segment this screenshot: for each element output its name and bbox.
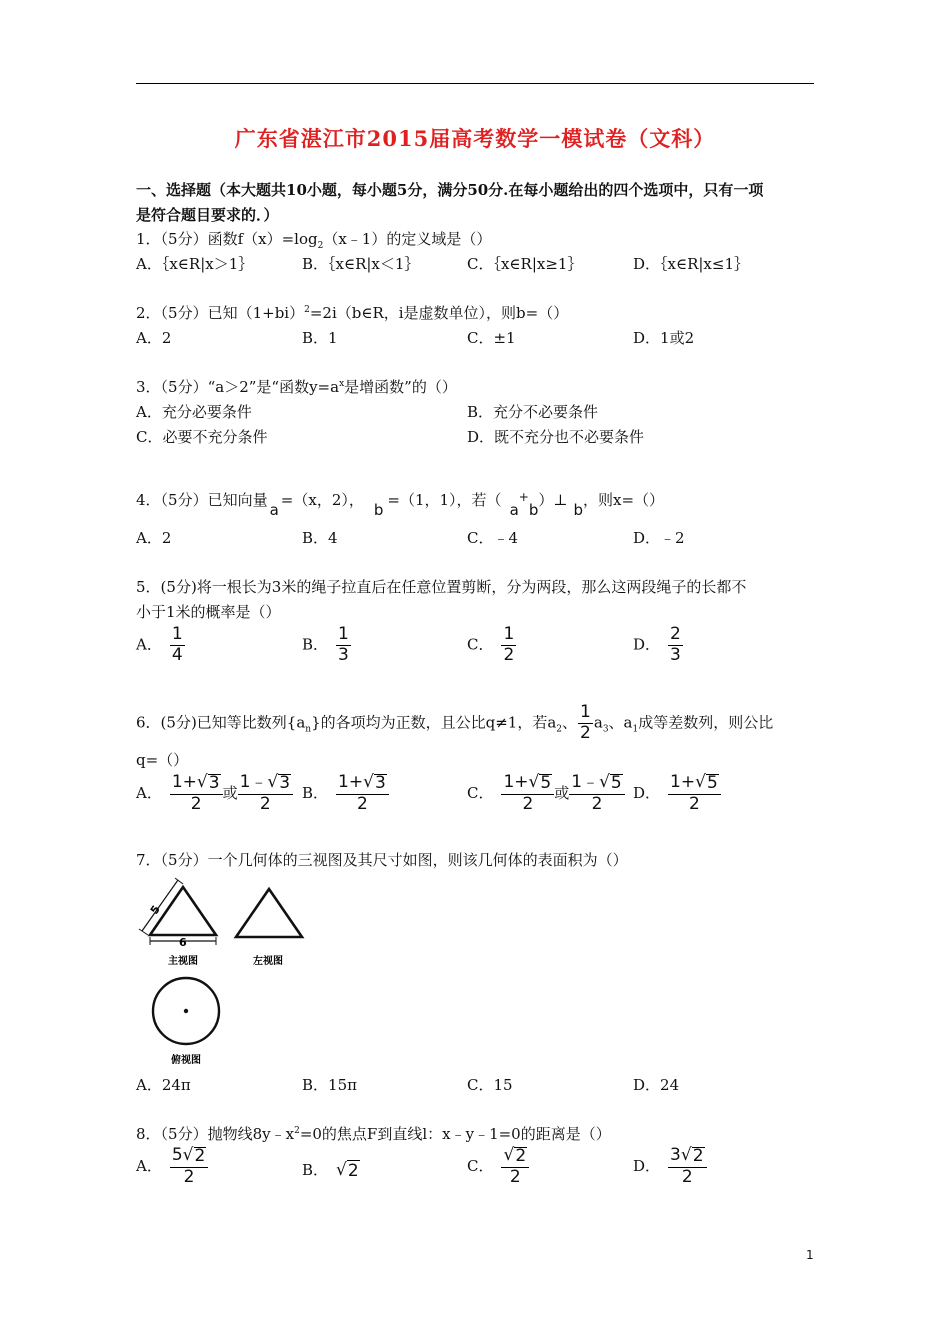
section-heading-line2: 是符合题目要求的．）	[136, 206, 279, 224]
header-rule	[136, 83, 814, 84]
q6-option-c: C． 1+ √ 5 2 或 1﹣ √ 5 2	[467, 774, 625, 814]
q2-option-c: C．±1	[467, 329, 516, 347]
slant-dimension-line	[142, 880, 178, 931]
question-7-stem: 7．（5分）一个几何体的三视图及其尺寸如图，则该几何体的表面积为（）	[136, 851, 628, 869]
vector-a: a	[269, 501, 279, 519]
q4-option-a: A．2	[136, 529, 172, 547]
q2-option-a: A．2	[136, 329, 172, 347]
q1-option-d: D．｛x∈R|x≤1｝	[633, 255, 750, 273]
three-view-figure	[136, 875, 306, 1070]
q7-option-c: C．15	[467, 1076, 513, 1094]
page-title: 广东省湛江市2015届高考数学一模试卷（文科）	[234, 126, 716, 151]
q8-option-b: B． √ 2	[302, 1160, 359, 1181]
question-6-line1: 6．(5分)已知等比数列$\{a_n\}$的各项均为正数，且公比q≠1，若$a_2$、 $\frac{1}{2}$ $a_3$、$a_1$成等差数列，则公比	[136, 702, 774, 743]
vector-b: b	[373, 501, 384, 519]
q1-option-b: B．｛x∈R|x＜1｝	[302, 255, 420, 273]
front-view-label: 主视图	[168, 956, 198, 967]
q3-option-b: B．充分不必要条件	[467, 403, 599, 421]
question-4-stem: 4．（5分）已知向量a=（x，2），b=（1，1），若（a+b）⊥b，则x=（）	[136, 490, 665, 519]
q8-option-a: A． 5 √ 2 2	[136, 1147, 208, 1187]
q5-option-a: A． $\frac{1}{4}$	[136, 624, 183, 665]
q3-option-c: C．必要不充分条件	[136, 428, 268, 446]
top-view-center-dot	[184, 1009, 188, 1013]
base-label: 6	[179, 936, 187, 949]
q5-option-d: D． $\frac{2}{3}$	[633, 624, 681, 665]
q7-option-a: A．24π	[136, 1076, 191, 1094]
q5-option-b: B． $\frac{1}{3}$	[302, 624, 349, 665]
question-1-stem: 1．（5分）函数$f(x)=\log_2(x﹣1)$的定义域是（）	[136, 230, 492, 251]
question-8-stem: 8．（5分）抛物线$8y﹣x^2=0$的焦点F到直线l：x﹣y﹣1=0的距离是（）	[136, 1125, 611, 1143]
side-view-label: 左视图	[253, 956, 283, 967]
question-5-line1: 5．(5分)将一根长为3米的绳子拉直后在任意位置剪断，分为两段，那么这两段绳子的长都不	[136, 578, 747, 596]
side-view-triangle	[236, 889, 302, 937]
question-3-stem: 3．（5分）“a＞2”是“函数$y=a^x$是增函数”的（）	[136, 378, 457, 396]
page-number: 1	[806, 1248, 814, 1262]
section-heading-line1: 一、选择题（本大题共10小题，每小题5分，满分50分.在每小题给出的四个选项中，只有一项	[136, 181, 764, 199]
q4-option-d: D．﹣2	[633, 529, 685, 547]
question-2-stem: 2．（5分）已知$(1+bi)^2=2i(b\in R$，i是虚数单位），则b=（）	[136, 304, 569, 322]
q7-option-d: D．24	[633, 1076, 680, 1094]
q8-option-d: D． 3 √ 2 2	[633, 1147, 707, 1187]
slant-label: 5	[147, 902, 163, 917]
q3-option-a: A．充分必要条件	[136, 403, 252, 421]
q1-option-a: A．｛x∈R|x＞1｝	[136, 255, 254, 273]
q6-option-a: A． 1+ √ 3 2 或 1﹣ √ 3 2	[136, 774, 293, 814]
q3-option-d: D．既不充分也不必要条件	[467, 428, 645, 446]
q4-option-c: C．﹣4	[467, 529, 519, 547]
q4-option-b: B．4	[302, 529, 338, 547]
question-5-line2: 小于1米的概率是（）	[136, 603, 281, 621]
q2-option-d: D．1或2	[633, 329, 695, 347]
top-view-label: 俯视图	[171, 1055, 201, 1066]
q7-option-b: B．15π	[302, 1076, 357, 1094]
q6-option-b: B． 1+ √ 3 2	[302, 774, 389, 814]
q6-option-d: D． 1+ √ 5 2	[633, 774, 721, 814]
question-6-line2: q=（）	[136, 751, 189, 769]
q5-option-c: C． $\frac{1}{2}$	[467, 624, 515, 665]
q2-option-b: B．1	[302, 329, 338, 347]
q1-option-c: C．｛x∈R|x≥1｝	[467, 255, 583, 273]
q8-option-c: C． √ 2 2	[467, 1147, 529, 1187]
